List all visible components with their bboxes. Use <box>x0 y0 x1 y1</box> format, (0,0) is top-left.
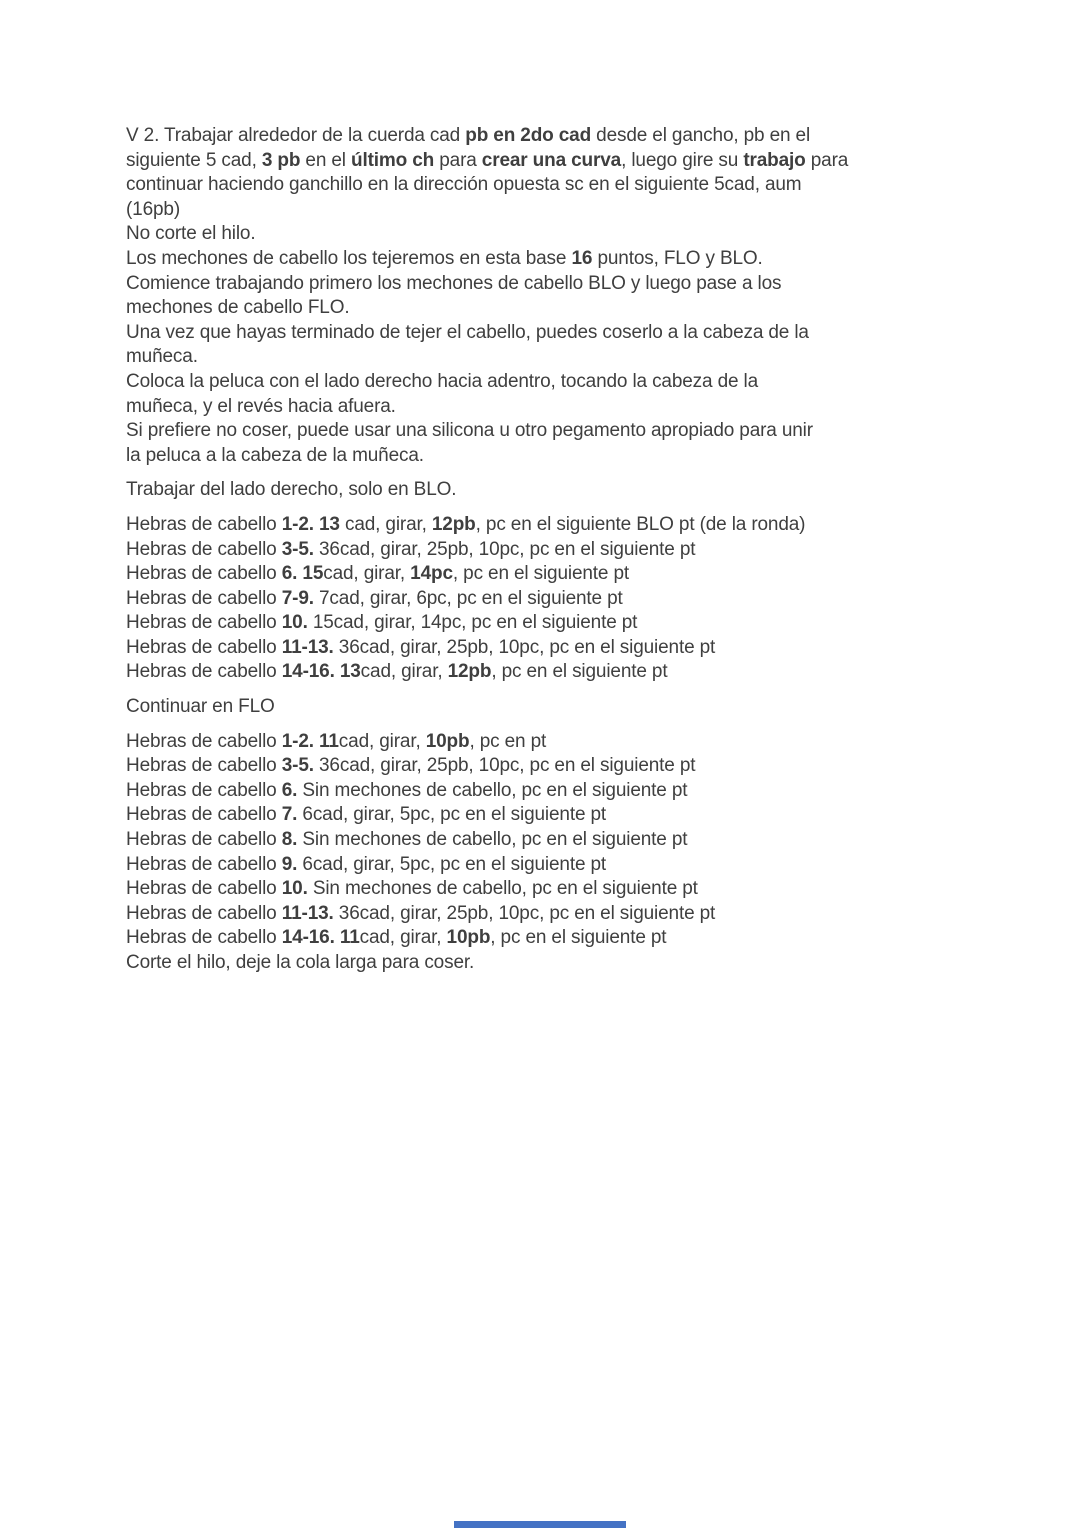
text-segment: Hebras de cabello <box>126 779 282 801</box>
text-segment: cad, girar, <box>359 927 447 949</box>
bold-text-segment: 3 pb <box>261 149 301 171</box>
text-line <box>126 419 956 444</box>
bold-text-segment: 10pb <box>425 730 470 752</box>
text-segment: Hebras de cabello <box>126 612 282 634</box>
text-segment: en el <box>300 149 352 171</box>
document-page <box>126 124 956 986</box>
bold-text-segment: 12pb <box>431 513 476 535</box>
bold-text-segment: 7. <box>281 804 298 826</box>
footer-accent-bar <box>454 1521 626 1528</box>
text-line <box>126 198 956 223</box>
text-segment: muñeca, y el revés hacia afuera. <box>126 395 396 417</box>
text-line <box>126 730 956 755</box>
bold-text-segment: 1-2. 11 <box>281 730 339 752</box>
text-line <box>126 444 956 469</box>
bold-text-segment: 14-16. 13 <box>281 661 361 683</box>
bold-text-segment: 10. <box>281 878 308 900</box>
text-line <box>126 247 956 272</box>
text-line <box>126 877 956 902</box>
text-segment: desde el gancho, pb en el <box>591 125 811 146</box>
bold-text-segment: trabajo <box>743 149 806 171</box>
text-segment: 36cad, girar, 25pb, 10pc, pc en el siguiente pt <box>313 755 696 777</box>
bold-text-segment: pb en 2do cad <box>465 125 592 146</box>
bold-text-segment: último ch <box>351 149 435 171</box>
text-segment: , pc en el siguiente pt <box>490 927 667 949</box>
text-line <box>126 587 956 612</box>
text-line <box>126 926 956 951</box>
text-segment: cad, girar, <box>338 730 426 752</box>
text-line <box>126 660 956 685</box>
text-line <box>126 803 956 828</box>
text-segment: Hebras de cabello <box>126 804 282 826</box>
text-segment: siguiente 5 cad, <box>126 149 262 171</box>
text-line <box>126 296 956 321</box>
text-line <box>126 395 956 420</box>
text-segment: 36cad, girar, 25pb, 10pc, pc en el siguiente pt <box>333 636 716 658</box>
text-line <box>126 562 956 587</box>
text-segment: Hebras de cabello <box>126 755 282 777</box>
section-heading-flo: Continuar en FLO <box>126 696 275 718</box>
text-segment: Hebras de cabello <box>126 878 282 900</box>
text-line <box>126 611 956 636</box>
text-segment: , pc en el siguiente BLO pt (de la ronda) <box>475 513 806 535</box>
text-segment: Hebras de cabello <box>126 927 282 949</box>
text-segment: , pc en pt <box>469 730 547 752</box>
blo-instruction-list <box>126 513 956 685</box>
text-segment: Hebras de cabello <box>126 563 282 585</box>
text-segment: No corte el hilo. <box>126 223 256 245</box>
flo-instruction-list <box>126 730 956 976</box>
text-segment: 6cad, girar, 5pc, pc en el siguiente pt <box>297 853 607 875</box>
text-line <box>126 828 956 853</box>
text-line <box>126 173 956 198</box>
text-line <box>126 853 956 878</box>
text-segment: Hebras de cabello <box>126 513 282 535</box>
text-line <box>126 754 956 779</box>
text-segment: Comience trabajando primero los mechones de cabello BLO y luego pase a los <box>126 272 782 294</box>
text-segment: cad, girar, <box>360 661 448 683</box>
text-segment: Sin mechones de cabello, pc en el siguiente pt <box>297 779 688 801</box>
text-segment: Los mechones de cabello los tejeremos en esta base <box>126 247 572 269</box>
text-line <box>126 124 956 149</box>
text-segment: muñeca. <box>126 346 198 368</box>
bold-text-segment: 10pb <box>446 927 491 949</box>
text-segment: Coloca la peluca con el lado derecho hacia adentro, tocando la cabeza de la <box>126 370 759 392</box>
text-line <box>126 272 956 297</box>
text-segment: Hebras de cabello <box>126 636 282 658</box>
text-segment: Sin mechones de cabello, pc en el siguiente pt <box>307 878 698 900</box>
bold-text-segment: 11-13. <box>281 636 334 658</box>
text-segment: cad, girar, <box>339 513 432 535</box>
text-segment: Una vez que hayas terminado de tejer el cabello, puedes coserlo a la cabeza de la <box>126 321 809 343</box>
text-segment: Hebras de cabello <box>126 853 282 875</box>
text-line <box>126 538 956 563</box>
text-segment: 7cad, girar, 6pc, pc en el siguiente pt <box>313 587 623 609</box>
text-line <box>126 636 956 661</box>
text-line <box>126 370 956 395</box>
bold-text-segment: 7-9. <box>281 587 314 609</box>
bold-text-segment: 14-16. 11 <box>281 927 360 949</box>
text-segment: Hebras de cabello <box>126 902 282 924</box>
text-line <box>126 902 956 927</box>
text-segment: mechones de cabello FLO. <box>126 297 350 319</box>
text-segment: , pc en el siguiente pt <box>452 563 630 585</box>
text-segment: para <box>805 149 849 171</box>
text-segment: Hebras de cabello <box>126 730 282 752</box>
bold-text-segment: crear una curva <box>481 149 622 171</box>
text-segment: 36cad, girar, 25pb, 10pc, pc en el siguiente pt <box>313 538 696 560</box>
bold-text-segment: 3-5. <box>281 755 314 777</box>
bold-text-segment: 6. <box>281 779 298 801</box>
text-segment: puntos, FLO y BLO. <box>592 247 763 269</box>
text-segment: 6cad, girar, 5pc, pc en el siguiente pt <box>297 804 607 826</box>
text-segment: Hebras de cabello <box>126 829 282 851</box>
bold-text-segment: 14pc <box>410 563 453 585</box>
section-heading-blo: Trabajar del lado derecho, solo en BLO. <box>126 479 457 501</box>
text-line <box>126 321 956 346</box>
bold-text-segment: 11-13. <box>281 902 334 924</box>
bold-text-segment: 16 <box>571 247 593 269</box>
bold-text-segment: 3-5. <box>281 538 314 560</box>
text-segment: Hebras de cabello <box>126 587 282 609</box>
bold-text-segment: 1-2. 13 <box>281 513 340 535</box>
bold-text-segment: 10. <box>281 612 308 634</box>
bold-text-segment: 8. <box>281 829 298 851</box>
text-line <box>126 951 956 976</box>
text-line <box>126 149 956 174</box>
bold-text-segment: 12pb <box>447 661 492 683</box>
text-line <box>126 345 956 370</box>
text-segment: Hebras de cabello <box>126 538 282 560</box>
text-segment: (16pb) <box>126 198 181 220</box>
bold-text-segment: 9. <box>281 853 298 875</box>
text-line <box>126 779 956 804</box>
text-segment: , luego gire su <box>621 149 744 171</box>
text-segment: 36cad, girar, 25pb, 10pc, pc en el siguiente pt <box>333 902 716 924</box>
text-segment: Hebras de cabello <box>126 661 282 683</box>
text-segment: continuar haciendo ganchillo en la dirección opuesta sc en el siguiente 5cad, aum <box>126 174 802 196</box>
text-segment: la peluca a la cabeza de la muñeca. <box>126 444 424 466</box>
text-segment: Sin mechones de cabello, pc en el siguiente pt <box>297 829 688 851</box>
text-line <box>126 513 956 538</box>
text-segment: Corte el hilo, deje la cola larga para coser. <box>126 952 475 973</box>
bold-text-segment: 6. 15 <box>281 563 324 585</box>
text-segment: 15cad, girar, 14pc, pc en el siguiente pt <box>307 612 638 634</box>
text-segment: para <box>434 149 482 171</box>
intro-paragraph <box>126 124 956 468</box>
text-line <box>126 222 956 247</box>
text-segment: cad, girar, <box>323 563 411 585</box>
text-segment: V 2. Trabajar alrededor de la cuerda cad <box>126 125 466 146</box>
text-segment: , pc en el siguiente pt <box>491 661 668 683</box>
text-segment: Si prefiere no coser, puede usar una silicona u otro pegamento apropiado para unir <box>126 420 813 442</box>
